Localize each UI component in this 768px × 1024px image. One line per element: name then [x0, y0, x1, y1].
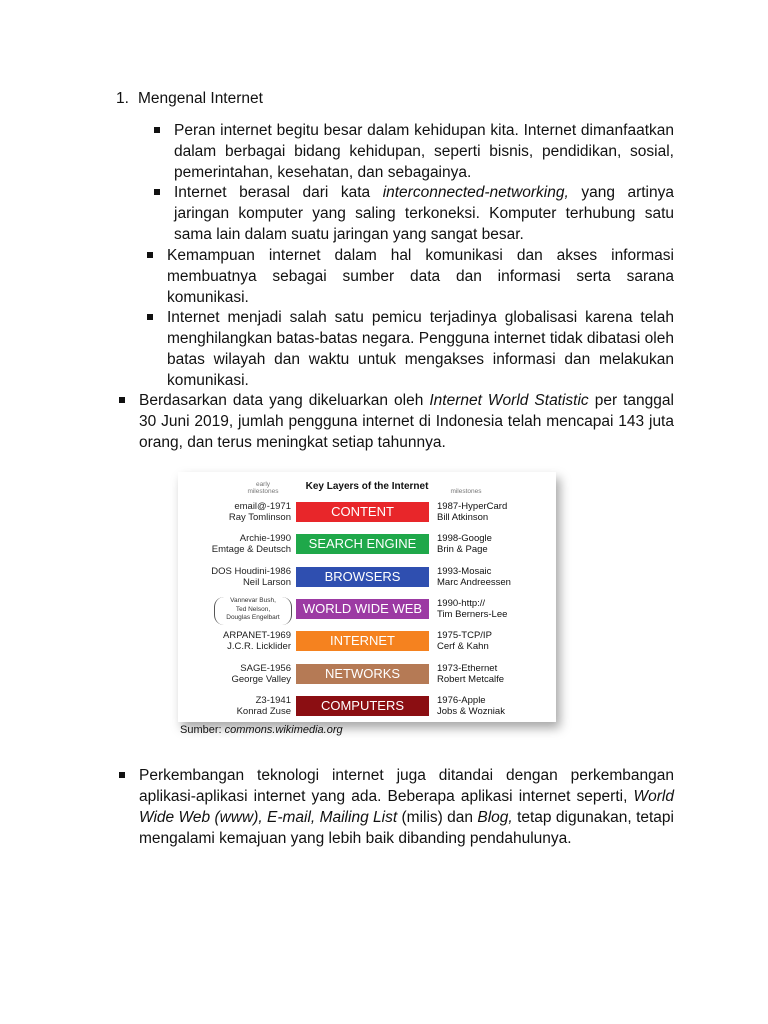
- layer-bar: COMPUTERS: [296, 696, 429, 716]
- layer-bar: NETWORKS: [296, 664, 429, 684]
- bullet-marker: [119, 772, 125, 778]
- milestone-later: 1998-Google Brin & Page: [437, 533, 492, 556]
- bullet-text-1: Peran internet begitu besar dalam kehidupan kita. Internet dimanfaatkan dalam berbagai bidang kehidupan, seperti bisnis, pendidikan, sosial, pemerintahan, kesehatan, dan sebagainya.: [174, 122, 674, 181]
- milestone-early: email@-1971 Ray Tomlinson: [228, 501, 291, 523]
- bullet-text-3: Kemampuan internet dalam hal komunikasi dan akses informasi membuatnya sebagai sumber data dan informasi serta sarana komunikasi.: [167, 247, 674, 306]
- layer-bar: INTERNET: [296, 631, 429, 651]
- milestone-later: 1973-Ethernet Robert Metcalfe: [437, 662, 505, 685]
- figure-title: Key Layers of the Internet: [305, 481, 429, 492]
- wwww-pioneers: Vannevar Bush, Ted Nelson, Douglas Engelbart: [214, 597, 292, 625]
- early-milestones-label: early milestones: [247, 481, 279, 495]
- milestone-later: 1976-Apple Jobs & Wozniak: [437, 694, 505, 717]
- milestone-later: 1993-Mosaic Marc Andreessen: [437, 565, 511, 588]
- caption-source: commons.wikimedia.org: [224, 724, 343, 736]
- milestone-later: 1990-http:// Tim Berners-Lee: [437, 597, 508, 620]
- heading-title: Mengenal Internet: [138, 90, 263, 107]
- milestone-early: Archie-1990 Emtage & Deutsch: [211, 533, 291, 556]
- milestone-later: 1987-HyperCard Bill Atkinson: [437, 501, 508, 523]
- milestone-later: 1975-TCP/IP Cerf & Kahn: [437, 630, 492, 653]
- section-heading: [116, 88, 263, 109]
- bullet-marker: [154, 189, 160, 195]
- layer-bar: SEARCH ENGINE: [296, 534, 429, 554]
- milestone-early: Z3-1941 Konrad Zuse: [236, 694, 291, 717]
- final-paragraph: Perkembangan teknologi internet juga ditandai dengan perkembangan aplikasi-aplikasi internet yang ada. Beberapa aplikasi internet seperti, World Wide Web (www), E-mail, Mailing List (milis) dan Blog, tetap digunakan, tetapi mengalami kemajuan yang lebih baik dibanding pendahulunya.: [139, 767, 674, 847]
- milestone-early: ARPANET-1969 J.C.R. Licklider: [223, 630, 291, 653]
- layer-bar: CONTENT: [296, 502, 429, 522]
- milestone-early: DOS Houdini-1986 Neil Larson: [211, 565, 291, 588]
- bullet-marker: [147, 314, 153, 320]
- bullet-marker: [154, 127, 160, 133]
- heading-number: 1.: [116, 90, 129, 107]
- internet-layers-figure: [178, 472, 556, 722]
- bullet-text-2: Internet berasal dari kata interconnected-networking, yang artinya jaringan komputer yang saling terkoneksi. Komputer terhubung satu sama lain dalam suatu jaringan yang sangat besar.: [174, 184, 674, 243]
- bullet-marker: [119, 397, 125, 403]
- stat-paragraph: Berdasarkan data yang dikeluarkan oleh Internet World Statistic per tanggal 30 Juni 2019, jumlah pengguna internet di Indonesia telah mencapai 143 juta orang, dan terus meningkat setiap tahunnya.: [139, 392, 674, 451]
- layer-bar: BROWSERS: [296, 567, 429, 587]
- bullet-text-4: Internet menjadi salah satu pemicu terjadinya globalisasi karena telah menghilangkan batas-batas negara. Pengguna internet tidak dibatasi oleh batas wilayah dan waktu untuk mengakses informasi dan melakukan komunikasi.: [167, 309, 674, 389]
- milestone-early: SAGE-1956 George Valley: [231, 662, 291, 685]
- figure-caption: Sumber: commons.wikimedia.org: [180, 724, 343, 736]
- bullet-marker: [147, 252, 153, 258]
- stat-source: Internet World Statistic: [429, 392, 589, 409]
- layer-bar: WORLD WIDE WEB: [296, 599, 429, 619]
- milestones-label: milestones: [450, 488, 482, 495]
